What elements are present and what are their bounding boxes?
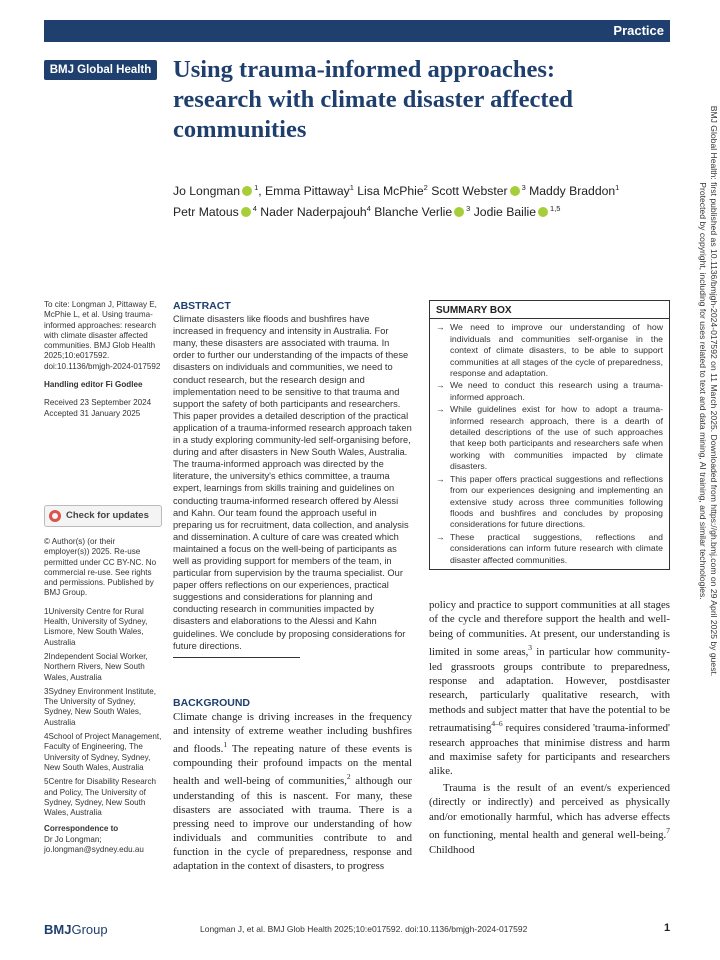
journal-badge[interactable]: BMJ Global Health <box>44 60 157 80</box>
affiliation-item: 4School of Project Management, Faculty of Engineering, The University of Sydney, Sydney, New South Wales, Australia <box>44 732 162 772</box>
orcid-icon[interactable] <box>538 207 548 217</box>
author-name[interactable]: Emma Pittaway <box>265 184 350 198</box>
affiliation-item: 3Sydney Environment Institute, The University of Sydney, Sydney, New South Wales, Australia <box>44 686 157 727</box>
citation-ref[interactable]: 2 <box>346 772 351 782</box>
author-name[interactable]: Jo Longman <box>173 184 241 198</box>
background-heading: BACKGROUND <box>173 697 250 709</box>
received-date: Received 23 September 2024 <box>44 398 152 408</box>
spacer <box>44 427 162 505</box>
publisher-logo: BMJGroup <box>44 922 108 937</box>
abstract-divider <box>173 657 300 658</box>
accepted-date: Accepted 31 January 2025 <box>44 408 141 418</box>
dates <box>44 398 162 419</box>
affiliations <box>44 607 162 819</box>
author-name[interactable]: Blanche Verlie <box>374 205 453 219</box>
sidebar <box>44 300 162 863</box>
correspondence-heading: Correspondence to <box>44 824 119 834</box>
correspondence-name: Dr Jo Longman; <box>44 834 102 844</box>
author-name[interactable]: Petr Matous <box>173 205 239 219</box>
affiliation-item: 1University Centre for Rural Health, University of Sydney, Lismore, New South Wales, Australia <box>44 606 148 647</box>
article-title: Using trauma-informed approaches: research with climate disaster affected communities <box>173 56 574 143</box>
orcid-icon[interactable] <box>510 186 520 196</box>
copyright-notice: © Author(s) (or their employer(s)) 2025. Re-use permitted under CC BY-NC. No commercial re-use. See rights and permissions. Published by BMJ Group. <box>44 536 157 598</box>
orcid-icon[interactable] <box>454 207 464 217</box>
abstract <box>173 300 412 652</box>
author-list: Jo Longman $^1$, Emma Pittaway$^1$ Lisa McPhie$^2$ Scott Webster $^3$ Maddy Braddon$^1$ Petr Matous $^4$ Nader Naderpajouh$^4$ Blanche Verlie $^3$ Jodie Bailie $^{1,5}$ <box>173 183 620 219</box>
correspondence-email[interactable]: jo.longman@sydney.edu.au <box>44 844 144 854</box>
body-text-right <box>429 598 670 857</box>
citation-info: To cite: Longman J, Pittaway E, McPhie L, et al. Using trauma-informed approaches: research with climate disaster affected communities. BMJ Glob Health 2025;10:e017592. doi:10.1136/bmjgh-2024-017592 <box>44 300 161 371</box>
abstract-text: Climate disasters like floods and bushfires have increased in frequency and intensity in Australia. For many, these disasters are associated with trauma. In order to further our understanding of the impacts of these disasters on individuals and communities, we need to conduct research, but the research design and implementation need to be sensitive to that trauma and support the safety of both participants and researchers. This paper provides a detailed description of the practical application of a trauma-informed research approach taken in a study exploring community-led self-organising before, during and after disasters in New South Wales, Australia. The trauma-informed approach was directed by the literature, the university's ethics committee, a trauma expert, learnings from skills training and guidelines on conducting trauma-informed research offered by Alessi and Kahn. Our team found the approach useful in preparing us for recruitment, data collection, and analysis and dissemination. A culture of care was created which maintained a focus on the well-being of participants as well as providing support for members of the team, in particular from supervision by the trauma specialist. Our paper offers reflections on our experiences, practical suggestions and considerations for planning and conducting research in communities impacted by disasters and elaborations to the Alessi and Kahn guidelines. We conclude by proposing considerations for future directions. <box>173 314 412 651</box>
page-number: 1 <box>664 922 671 934</box>
body-paragraph: Trauma is the result of an event/s experienced (directly or indirectly) and perceived as physically and/or emotionally harmful, which has adverse effects on functioning, mental health and general well-being.$^7$ Childhood <box>429 781 670 856</box>
check-updates-button[interactable] <box>44 505 162 527</box>
body-paragraph: policy and practice to support communities at all stages of the cycle and therefore support the health and well-being of communities. At present, our understanding is limited in some areas,$^3$ in particular how community-led grassroots groups contribute to preparedness, response and adaptation. However, postdisaster research, particularly qualitative research, with methods and subject matter that have the potential to be retraumatising$^{4-6}$ requires considered 'trauma-informed' research approaches that minimise distress and harm and maximise safety for participants and researchers alike. <box>429 599 670 778</box>
citation-ref[interactable]: 7 <box>666 826 670 836</box>
summary-item: → This paper offers practical suggestions and reflections from our experiences designing and implementing an extensive study across three communities following floods and bushfires and concludes by proposing considerations for future directions. <box>436 474 663 531</box>
summary-box <box>429 300 670 570</box>
summary-item: → These practical suggestions, reflections and considerations can inform future research with climate disaster affected communities. <box>436 532 663 566</box>
summary-item: → We need to conduct this research using a trauma-informed approach. <box>436 380 663 403</box>
section-banner <box>44 20 670 42</box>
author-name[interactable]: Maddy Braddon <box>529 184 616 198</box>
citation-ref[interactable]: 4–6 <box>491 719 503 729</box>
author-name[interactable]: Nader Naderpajouh <box>260 205 367 219</box>
orcid-icon[interactable] <box>241 207 251 217</box>
orcid-icon[interactable] <box>242 186 252 196</box>
check-updates-label: Check for updates <box>66 509 149 521</box>
handling-editor: Handling editor Fi Godlee <box>44 380 143 390</box>
citation-ref[interactable]: 1 <box>223 740 228 750</box>
correspondence <box>44 824 162 855</box>
abstract-heading: ABSTRACT <box>173 300 231 312</box>
background-text: Climate change is driving increases in the frequency and intensity of extreme weather including bushfires and floods.$^1$ The repeating nature of these events is compounding their profound impacts on the mental health and well-being of communities,$^2$ although our understanding of this is nascent. For many, these disasters are associated with trauma. There is a pressing need to improve our understanding of how individuals and communities contribute to and function in the cycle of preparedness, response and adaptation in the context of disasters, to progress <box>173 711 413 873</box>
author-name[interactable]: Scott Webster <box>431 184 508 198</box>
affiliation-item: 2Independent Social Worker, Northern Rivers, New South Wales, Australia <box>44 651 148 682</box>
side-download-notice: BMJ Global Health: first published as 10.1136/bmjgh-2024-017592 on 11 March 2025. Downloaded from https://gh.bmj.com on 29 April 2025 by guest. Protected by copyright, including for uses related to text and data mining, AI training, and similar technologies. <box>698 105 719 677</box>
author-name[interactable]: Lisa McPhie <box>357 184 424 198</box>
summary-item: → While guidelines exist for how to adopt a trauma-informed research approach, there is a dearth of detailed descriptions of the use of such approaches that keep both participants and researchers safe when working with communities impacted by climate disasters. <box>436 404 663 472</box>
background-section <box>173 696 412 873</box>
check-updates-icon <box>49 510 61 522</box>
affiliation-item: 5Centre for Disability Research and Policy, The University of Sydney, Sydney, New South Wales, Australia <box>44 777 157 818</box>
summary-item: → We need to improve our understanding of how individuals and communities self-organise in the context of climate disasters, to be able to support communities at all stages of the cycle of preparedness, response and adaptation. <box>436 322 663 379</box>
citation-ref[interactable]: 3 <box>528 643 533 653</box>
summary-heading: SUMMARY BOX <box>430 305 669 319</box>
author-name[interactable]: Jodie Bailie <box>473 205 537 219</box>
footer-citation: Longman J, et al. BMJ Glob Health 2025;10:e017592. doi:10.1136/bmjgh-2024-017592 <box>200 924 528 934</box>
section-label: Practice <box>613 23 664 38</box>
summary-list <box>436 322 663 566</box>
